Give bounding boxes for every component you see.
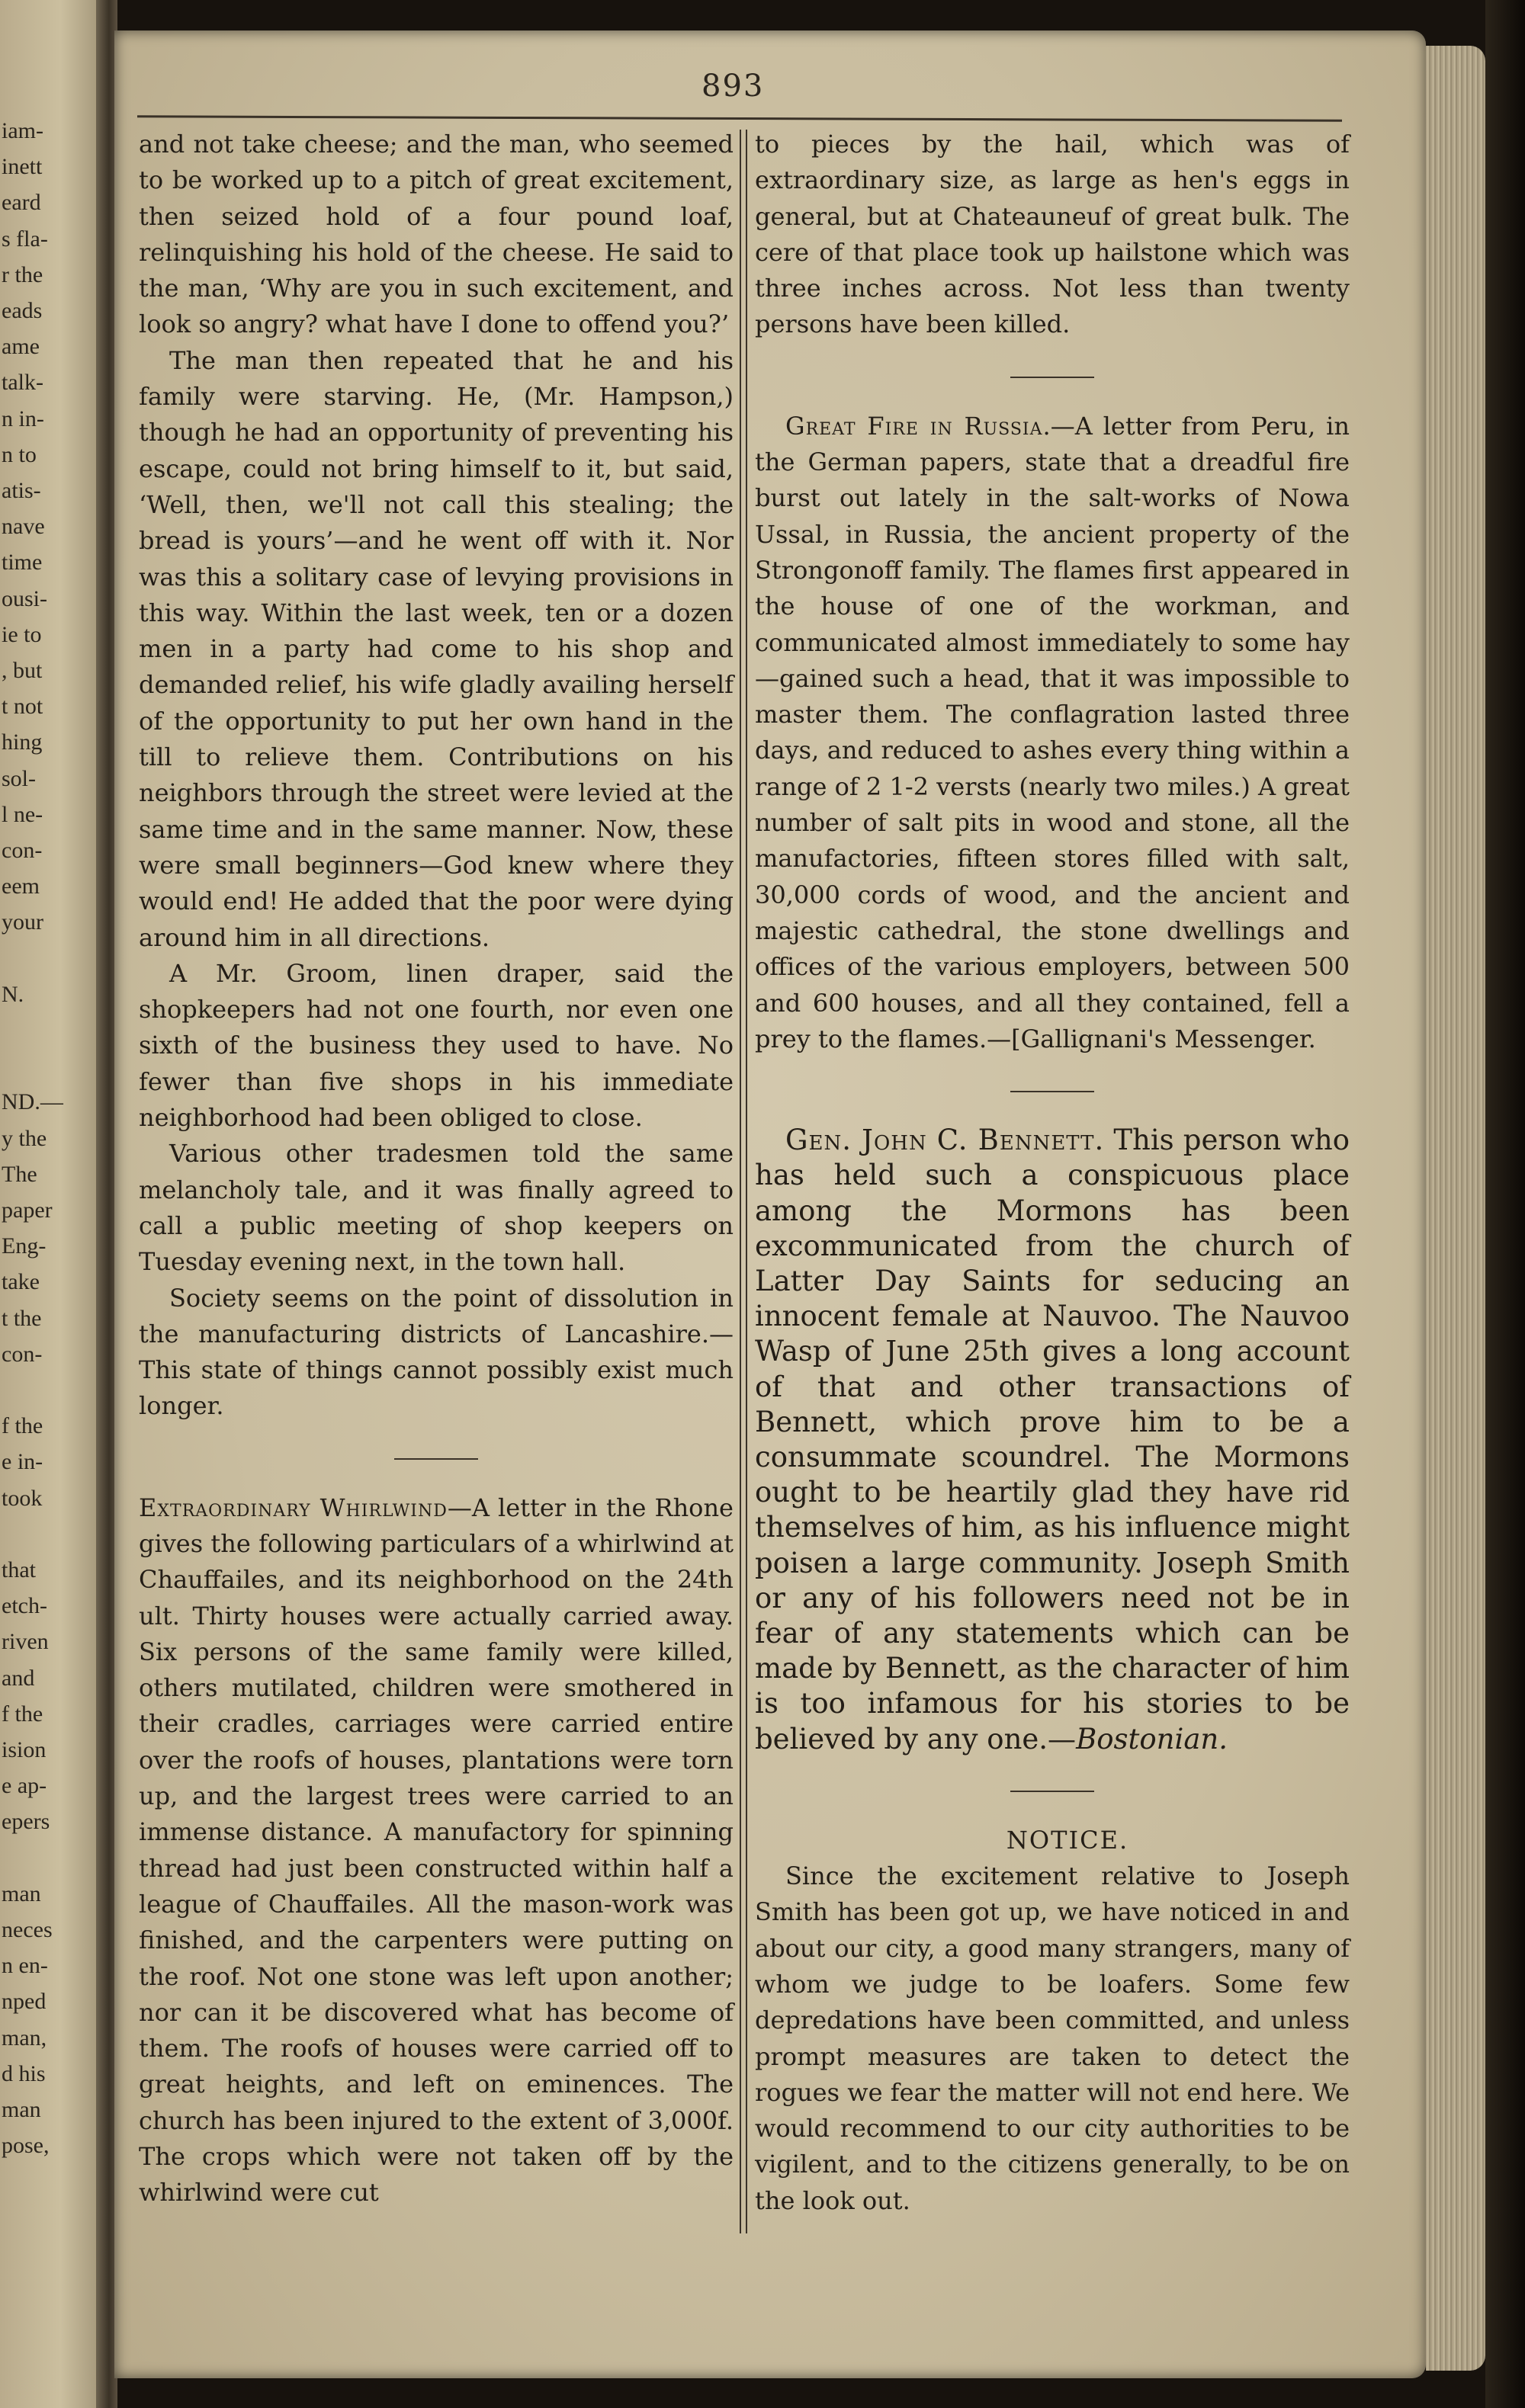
- article-source: Bostonian.: [1076, 1722, 1228, 1755]
- facing-page-fragment: eads: [2, 298, 43, 323]
- paragraph: and not take cheese; and the man, who seemed to be worked up to a pitch of great excitement, then seized hold of a four pound loaf, relinquishing his hold of the cheese. He said to the man, ‘Why are you in such excitement, and look so angry? what have I done to offend you?’: [139, 130, 734, 339]
- facing-page-fragment: con-: [2, 1341, 43, 1367]
- facing-page-fragment: f the: [2, 1701, 43, 1727]
- facing-page-fragment: The: [2, 1161, 37, 1187]
- facing-page-fragment: t not: [2, 694, 43, 720]
- facing-page-fragment: eem: [2, 874, 40, 899]
- facing-page-fragment: take: [2, 1269, 40, 1295]
- facing-page-fragment: f the: [2, 1413, 43, 1439]
- facing-page-fragment: s fla-: [2, 226, 48, 252]
- facing-page-fragment: Eng-: [2, 1233, 47, 1259]
- facing-page-fragment: ision: [2, 1737, 47, 1762]
- article-heading: Gen. John C. Bennett.: [785, 1124, 1105, 1157]
- facing-page-fragment: neces: [2, 1917, 53, 1942]
- facing-page-edge: [0, 0, 101, 2408]
- article-heading: Extraordinary Whirlwind: [139, 1493, 448, 1522]
- facing-page-fragment: e in-: [2, 1449, 43, 1475]
- facing-page-fragment: nped: [2, 1989, 47, 2015]
- facing-page-fragment: talk-: [2, 370, 43, 396]
- facing-page-fragment: ie to: [2, 621, 42, 647]
- paragraph: Various other tradesmen told the same melancholy tale, and it was finally agreed to call a public meeting of shop keepers on Tuesday evening next, in the town hall.: [139, 1139, 734, 1277]
- facing-page-fragment: your: [2, 909, 43, 935]
- facing-page-fragment: man: [2, 1881, 41, 1906]
- facing-page-fragment: man: [2, 2097, 41, 2122]
- article-body: —A letter in the Rhone gives the following particulars of a whirlwind at Chauffailes, and its neighborhood on the 24th ult. Thirty houses were actually carried away. Six persons of the same family were killed, others mutilated, children were smothered in their cradles, carriages were carried entire over the roofs of houses, plantations were torn up, and the largest trees were carried to an immense distance. A manufactory for spinning thread had just been constructed within half a league of Chauffailes. All the mason-work was finished, and the carpenters were putting on the roof. Not one stone was left upon another; nor can it be discovered what has become of them. The roofs of houses were carried off to great heights, and left on eminences. The church has been injured to the extent of 3,000f. The crops which were not taken off by the whirlwind were cut: [139, 1493, 734, 2208]
- facing-page-fragment: and: [2, 1665, 35, 1691]
- facing-page-fragment: t the: [2, 1305, 42, 1331]
- facing-page-fragment: hing: [2, 729, 43, 755]
- right-column: [755, 127, 1350, 2219]
- article-separator: [394, 1458, 478, 1460]
- facing-page-fragment: atis-: [2, 478, 41, 503]
- facing-page-fragment: l ne-: [2, 801, 43, 827]
- facing-page-fragment: n in-: [2, 406, 44, 431]
- facing-page-fragment: ousi-: [2, 585, 47, 611]
- paragraph: to pieces by the hail, which was of extraordinary size, as large as hen's eggs in general, but at Chateauneuf of great bulk. The cere of that place took up hailstone which was three inches across. Not less than twenty persons have been killed.: [755, 130, 1350, 339]
- left-column: [139, 127, 734, 2211]
- article-heading: Great Fire in Russia: [785, 411, 1043, 441]
- facing-page-fragment: ND.—: [2, 1089, 63, 1115]
- facing-page-fragment: y the: [2, 1125, 47, 1151]
- facing-page-fragment: etch-: [2, 1593, 47, 1619]
- facing-page-fragment: time: [2, 550, 43, 576]
- article-separator: [1010, 1791, 1094, 1792]
- facing-page-fragment: e ap-: [2, 1773, 47, 1799]
- page-stack-edges: [1426, 46, 1485, 2371]
- paragraph: A Mr. Groom, linen draper, said the shopkeepers had not one fourth, nor even one sixth of the business they used to have. No fewer than five shops in his immediate neighborhood had been obliged to close.: [139, 958, 734, 1133]
- article-separator: [1010, 377, 1094, 378]
- article-fire: [755, 409, 1350, 1057]
- facing-page-fragment: d his: [2, 2060, 46, 2086]
- facing-page-fragment: r the: [2, 261, 43, 287]
- paragraph: Society seems on the point of dissolution in the manufacturing districts of Lancashire.—This state of things cannot possibly exist much longer.: [139, 1283, 734, 1421]
- facing-page-fragment: nave: [2, 514, 45, 540]
- facing-page-fragment: man,: [2, 2025, 47, 2050]
- facing-page-fragment: pose,: [2, 2133, 50, 2159]
- facing-page-fragment: iam-: [2, 118, 43, 143]
- facing-page-fragment: that: [2, 1557, 36, 1582]
- facing-page-fragment: n en-: [2, 1953, 48, 1979]
- article-whirlwind: [139, 1490, 734, 2211]
- article-separator: [1010, 1091, 1094, 1092]
- facing-page-fragment: eard: [2, 190, 41, 216]
- facing-page-fragment: , but: [2, 658, 43, 683]
- book-cover-edge: [1485, 0, 1525, 2408]
- facing-page-fragment: ame: [2, 334, 40, 360]
- facing-page-fragment: riven: [2, 1629, 49, 1655]
- facing-page-fragment: con-: [2, 838, 43, 863]
- page-number: 893: [702, 69, 765, 104]
- article-bennett: [755, 1123, 1350, 1757]
- notice-title: NOTICE.: [1006, 1825, 1129, 1855]
- facing-page-fragment: took: [2, 1485, 43, 1511]
- facing-page-fragment: epers: [2, 1809, 50, 1835]
- notice-body: Since the excitement relative to Joseph Smith has been got up, we have noticed in and about our city, a good many strangers, many of whom we judge to be loafers. Some few depredations have been committed, and unless prompt measures are taken to detect the rogues we fear the matter will not end here. We would recommend to our city authorities to be vigilent, and to the citizens generally, to be on the look out.: [755, 1861, 1350, 2215]
- facing-page-fragment: inett: [2, 154, 43, 180]
- article-body: .—A letter from Peru, in the German papers, state that a dreadful fire burst out lately in the salt-works of Nowa Ussal, in Russia, the ancient property of the Strongonoff family. The flames first appeared in the house of one of the workman, and communicated almost immediately to some hay—gained such a head, that it was impossible to master them. The conflagration lasted three days, and reduced to ashes every thing within a range of 2 1-2 versts (nearly two miles.) A great number of salt pits in wood and stone, all the manufactories, fifteen stores filled with salt, 30,000 cords of wood, and the ancient and majestic cathedral, the stone dwellings and offices of the various employers, between 500 and 600 houses, and all they contained, fell a prey to the flames.—[Gallignani's Messenger.: [755, 411, 1350, 1053]
- facing-page-fragment: sol-: [2, 765, 36, 791]
- column-divider: [740, 130, 747, 2233]
- facing-page-fragment: N.: [2, 981, 24, 1007]
- facing-page-fragment: n to: [2, 441, 37, 467]
- facing-page-fragment: paper: [2, 1198, 53, 1223]
- article-body: This person who has held such a conspicuous place among the Mormons has been excommunicated from the church of Latter Day Saints for seducing an innocent female at Nauvoo. The Nauvoo Wasp of June 25th gives a long account of that and other transactions of Bennett, which prove him to be a consummate scoundrel. The Mormons ought to be heartily glad they have rid themselves of him, as his influence might poisen a large community. Joseph Smith or any of his followers need not be in fear of any statements which can be made by Bennett, as the character of him is too infamous for his stories to be believed by any one.—: [755, 1124, 1350, 1755]
- paragraph: The man then repeated that he and his family were starving. He, (Mr. Hampson,) though he had an opportunity of preventing his escape, could not bring himself to it, but said, ‘Well, then, we'll not call this stealing; the bread is yours’—and he went off with it. Nor was this a solitary case of levying provisions in this way. Within the last week, ten or a dozen men in a party had come to his shop and demanded relief, his wife gladly availing herself of the opportunity to put her own hand in the till to relieve them. Contributions on his neighbors through the street were levied at the same time and in the same manner. Now, these were small beginners—God knew where they would end! He added that the poor were dying around him in all directions.: [139, 345, 734, 952]
